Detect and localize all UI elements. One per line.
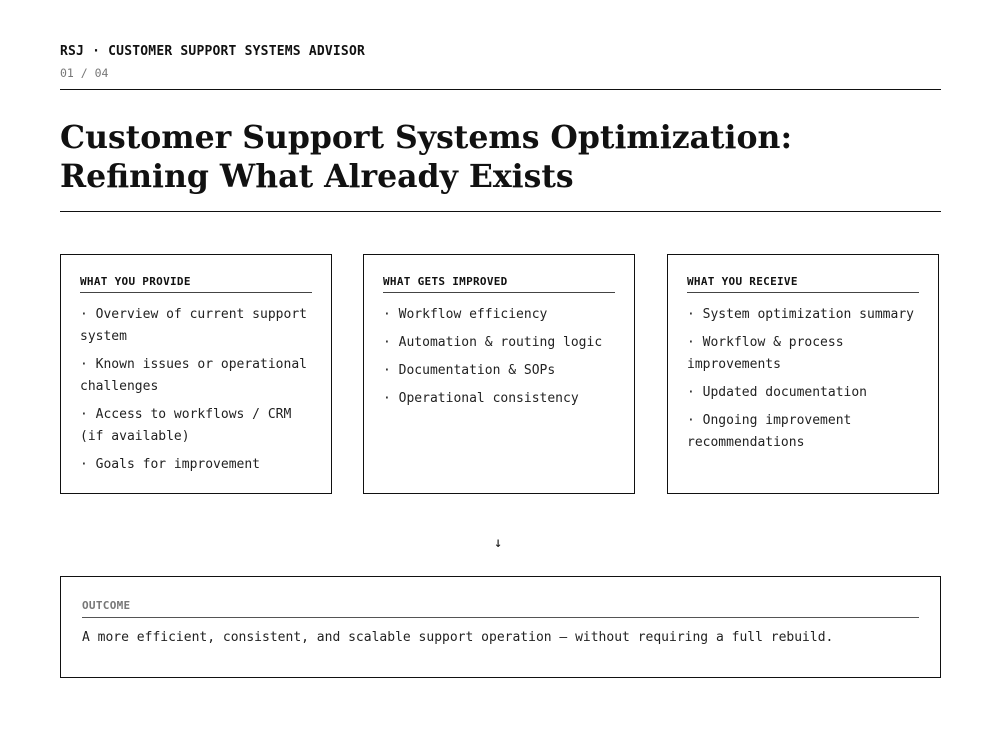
page-title (60, 118, 941, 196)
outcome-box (60, 576, 941, 678)
list-item: · Access to workflows / CRM (if available) (80, 407, 292, 444)
brand-label: RSJ · CUSTOMER SUPPORT SYSTEMS ADVISOR (60, 44, 366, 59)
list-item: · Automation & routing logic (383, 335, 603, 350)
list-item: · Updated documentation (687, 385, 868, 400)
outcome-text: A more efficient, consistent, and scalable support operation — without requiring a full rebuild. (82, 630, 834, 645)
list-item: · Known issues or operational challenges (80, 357, 307, 394)
card-heading: WHAT YOU RECEIVE (687, 275, 919, 293)
card-what-you-provide (60, 254, 332, 494)
page-title-line-2: Refining What Already Exists (60, 158, 574, 195)
list-item: · Workflow & process improvements (687, 335, 844, 372)
arrow-down-icon: ↓ (494, 535, 503, 551)
header-divider (60, 89, 941, 90)
list-item: · Operational consistency (383, 391, 579, 406)
card-list (80, 304, 312, 476)
page-number: 01 / 04 (60, 66, 109, 80)
list-item: · Goals for improvement (80, 457, 261, 472)
card-what-gets-improved (363, 254, 635, 494)
page-title-line-1: Customer Support Systems Optimization: (60, 119, 793, 156)
list-item: · Overview of current support system (80, 307, 307, 344)
card-list (687, 304, 919, 454)
list-item: · Workflow efficiency (383, 307, 548, 322)
list-item: · Documentation & SOPs (383, 363, 556, 378)
card-heading: WHAT YOU PROVIDE (80, 275, 312, 293)
card-heading: WHAT GETS IMPROVED (383, 275, 615, 293)
card-list (383, 304, 615, 410)
list-item: · System optimization summary (687, 307, 914, 322)
title-divider (60, 211, 941, 212)
card-what-you-receive (667, 254, 939, 494)
outcome-heading: OUTCOME (82, 599, 919, 618)
list-item: · Ongoing improvement recommendations (687, 413, 852, 450)
